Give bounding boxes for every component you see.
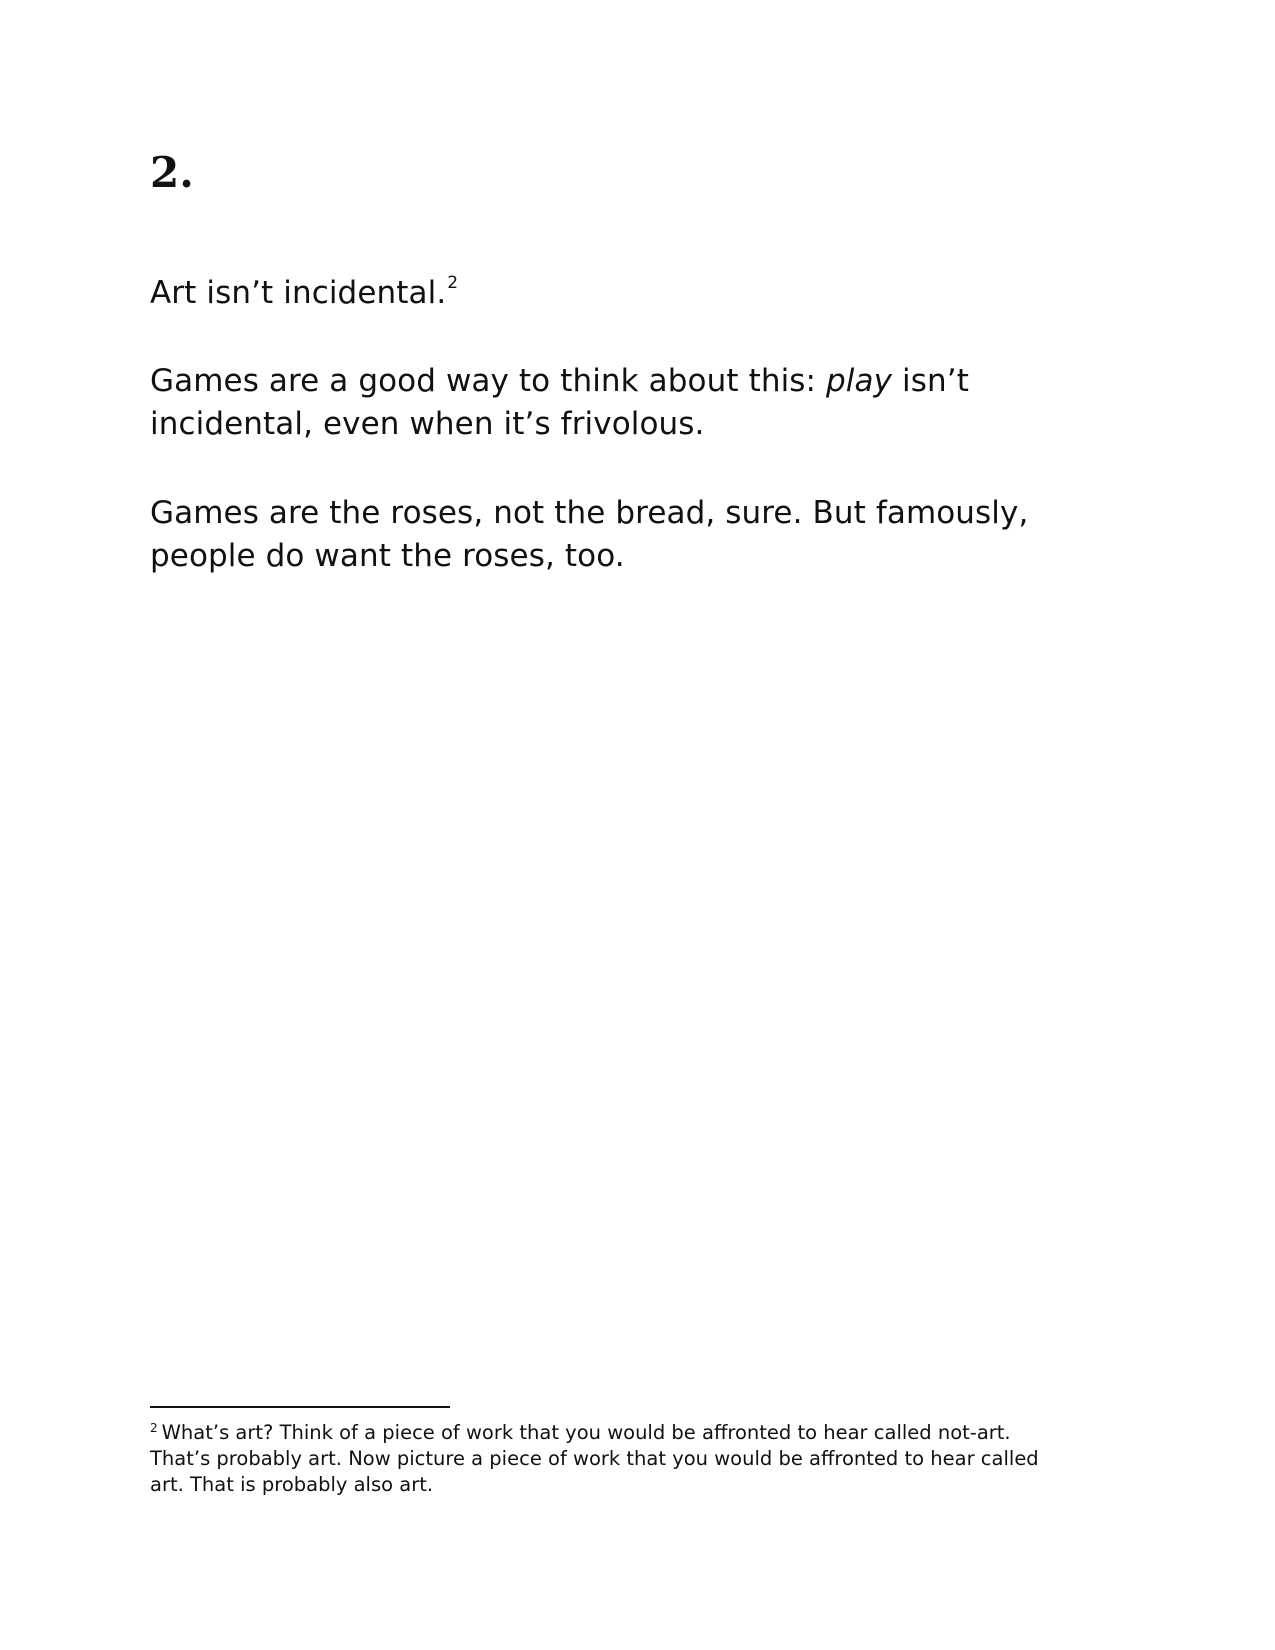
paragraph-text-line2: incidental, even when it’s frivolous. (150, 406, 705, 442)
footnote-mark: 2 (150, 1421, 158, 1435)
paragraph-text-start: Games are a good way to think about this: (150, 363, 827, 399)
paragraph-text-end: isn’t (892, 363, 969, 399)
paragraph-games-play (150, 360, 1070, 446)
footnote (150, 1420, 1130, 1498)
footnote-divider (150, 1406, 450, 1408)
paragraph-art-incidental (150, 272, 1070, 315)
section-number: 2. (150, 148, 194, 197)
paragraph-text: Art isn’t incidental. (150, 275, 447, 311)
paragraph-text-line1: Games are the roses, not the bread, sure. But famously, (150, 495, 1029, 531)
footnote-line2: That’s probably art. Now picture a piece of work that you would be affronted to hear called (150, 1447, 1039, 1470)
footnote-line1: What’s art? Think of a piece of work that you would be affronted to hear called not-art. (161, 1421, 1011, 1444)
paragraph-text-line2: people do want the roses, too. (150, 538, 625, 574)
paragraph-roses (150, 492, 1070, 578)
footnote-line3: art. That is probably also art. (150, 1473, 434, 1496)
emphasis-play: play (826, 363, 893, 399)
footnote-reference[interactable]: 2 (447, 273, 459, 293)
